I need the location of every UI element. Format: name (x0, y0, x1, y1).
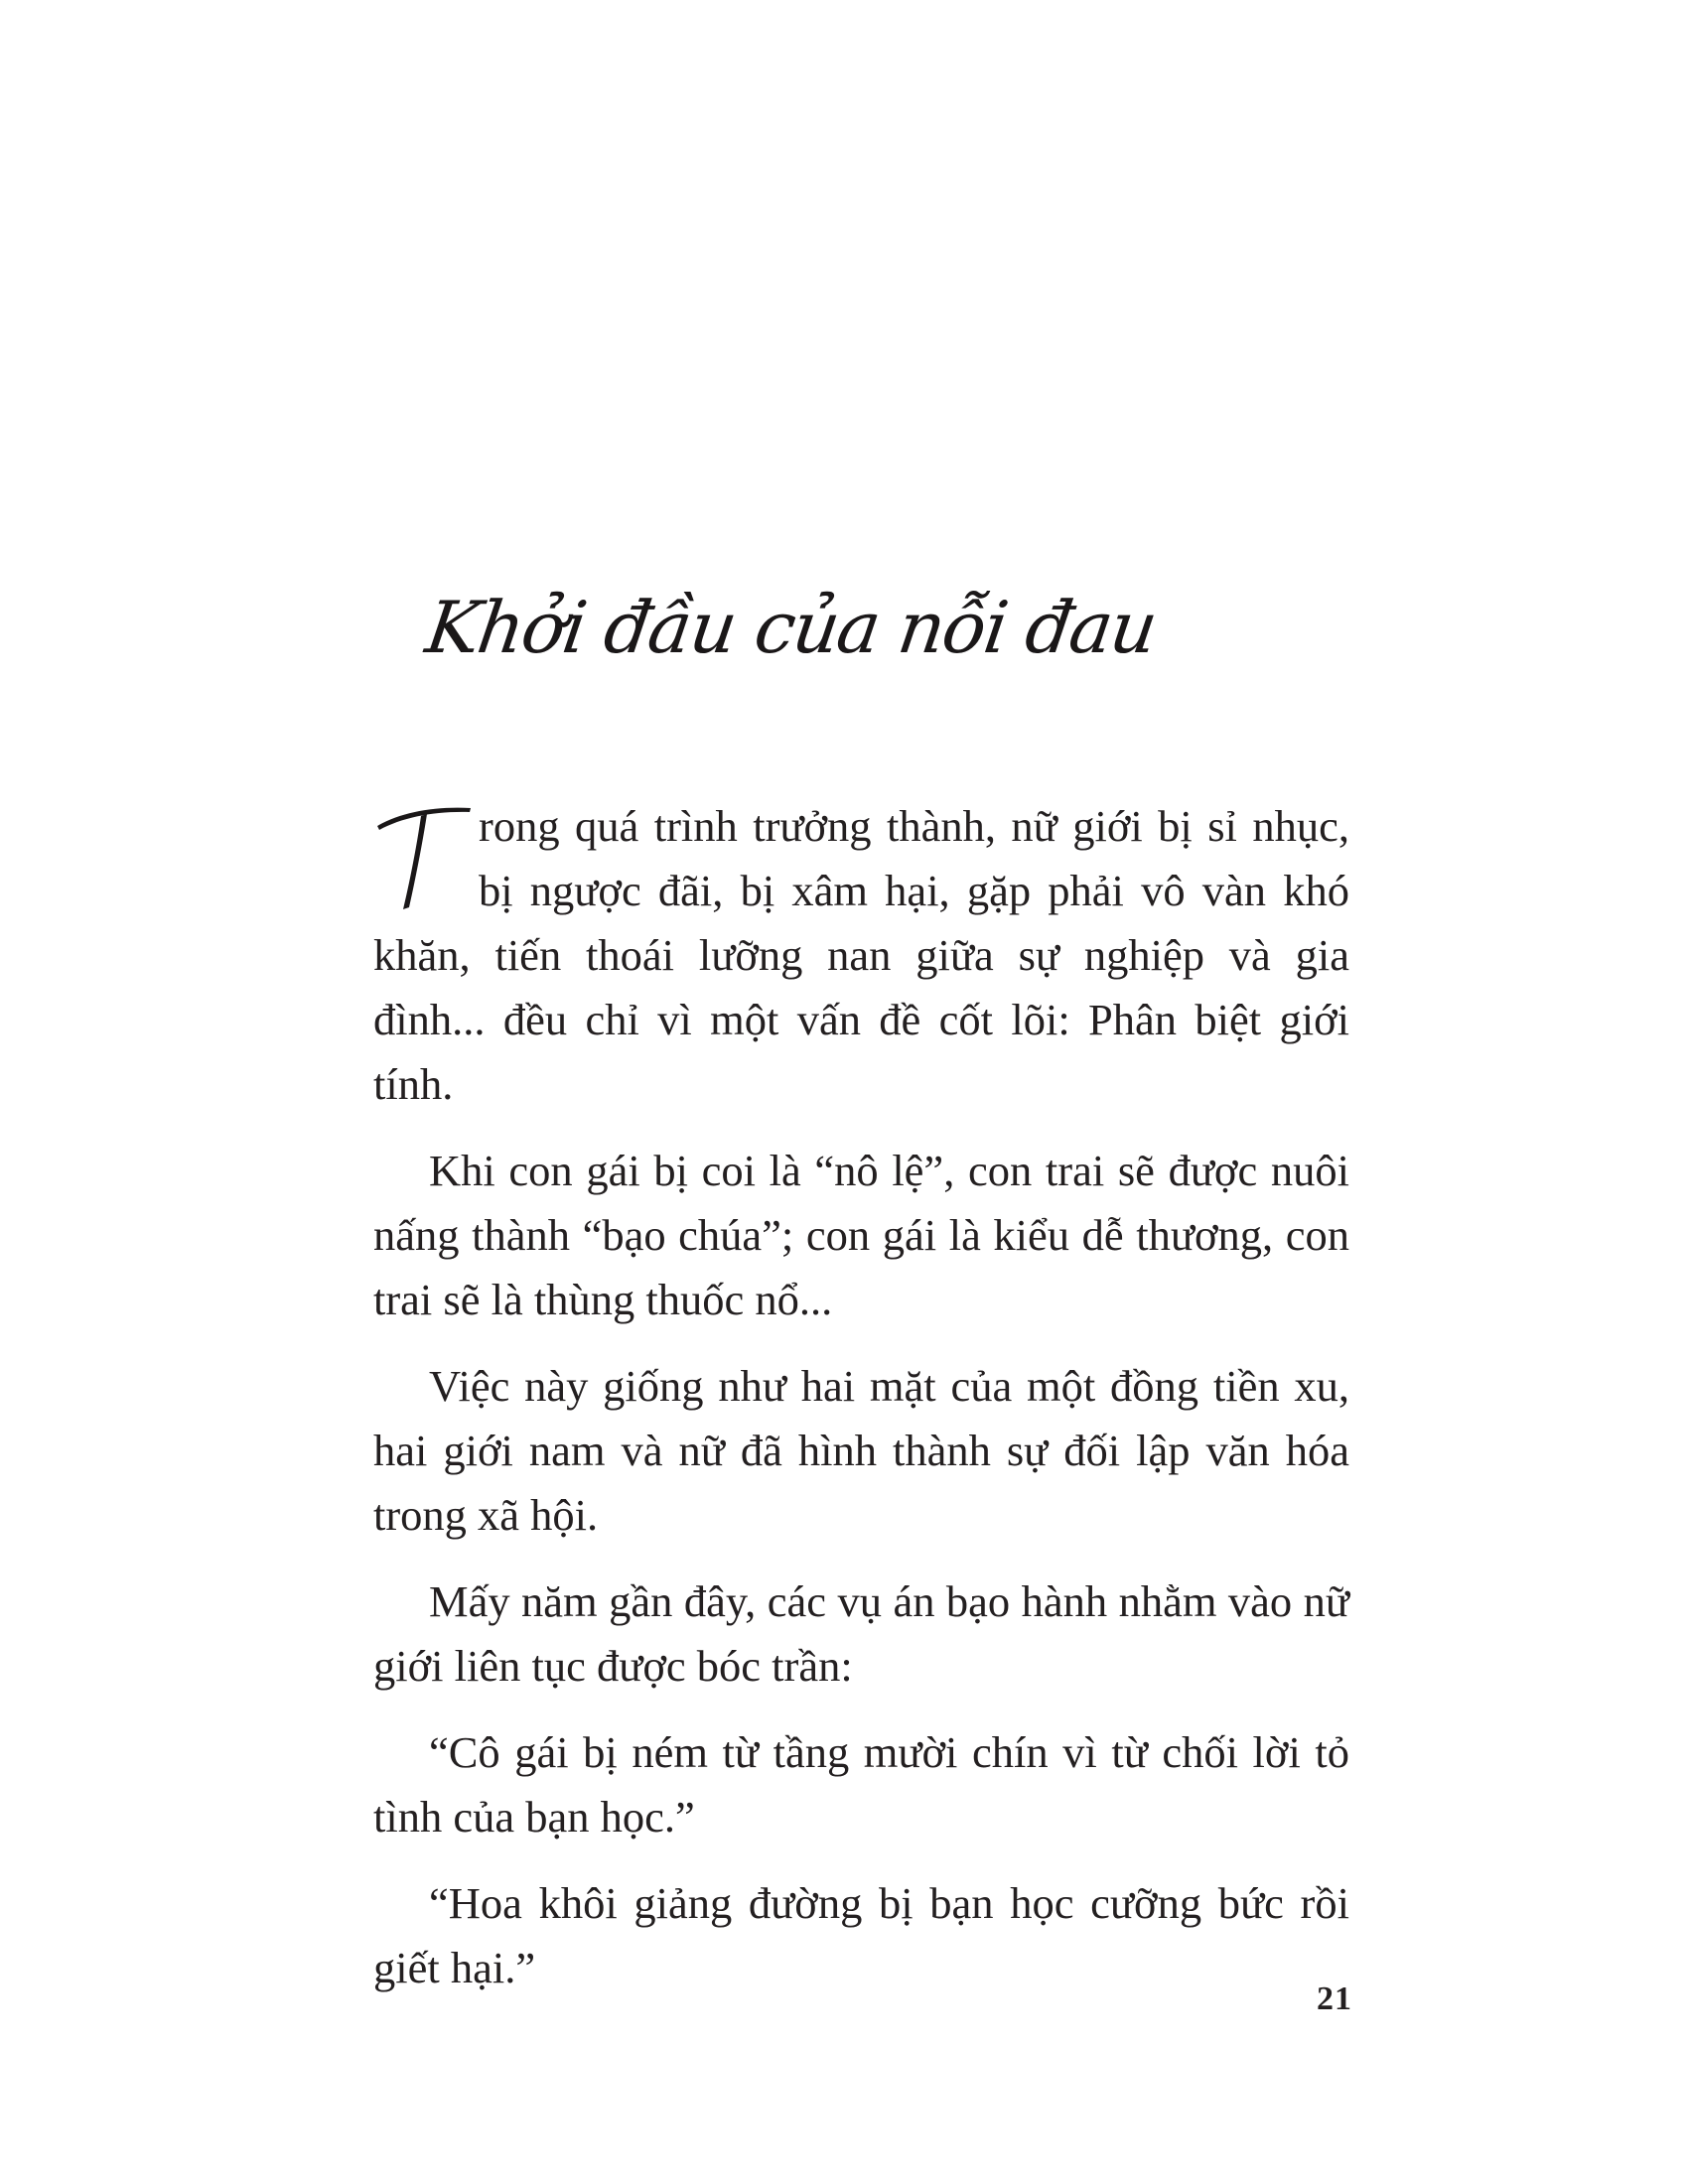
chapter-title: Khởi đầu của nỗi đau (421, 586, 1162, 669)
paragraph-5: “Cô gái bị ném từ tầng mười chín vì từ chối lời tỏ tình của bạn học.” (373, 1727, 1349, 1842)
dropcap-t-glyph (373, 800, 473, 919)
paragraph-2: Khi con gái bị coi là “nô lệ”, con trai sẽ được nuôi nấng thành “bạo chúa”; con gái là kiểu dễ thương, con trai sẽ là thùng thuốc nổ... (373, 1146, 1349, 1324)
paragraph-4: Mấy năm gần đây, các vụ án bạo hành nhằm vào nữ giới liên tục được bóc trần: (373, 1576, 1349, 1691)
body-text (373, 794, 1349, 2022)
dropcap-t (373, 800, 473, 919)
paragraph-1 (373, 794, 1349, 1117)
paragraph-3: Việc này giống như hai mặt của một đồng tiền xu, hai giới nam và nữ đã hình thành sự đối lập văn hóa trong xã hội. (373, 1361, 1349, 1540)
paragraph-6: “Hoa khôi giảng đường bị bạn học cưỡng bức rồi giết hại.” (373, 1878, 1349, 1992)
page-number: 21 (1317, 1980, 1352, 2017)
paragraph-1-text: rong quá trình trưởng thành, nữ giới bị sỉ nhục, bị ngược đãi, bị xâm hại, gặp phải vô vàn khó khăn, tiến thoái lưỡng nan giữa sự nghiệp và gia đình... đều chỉ vì một vấn đề cốt lõi: Phân biệt giới tính. (373, 801, 1349, 1109)
